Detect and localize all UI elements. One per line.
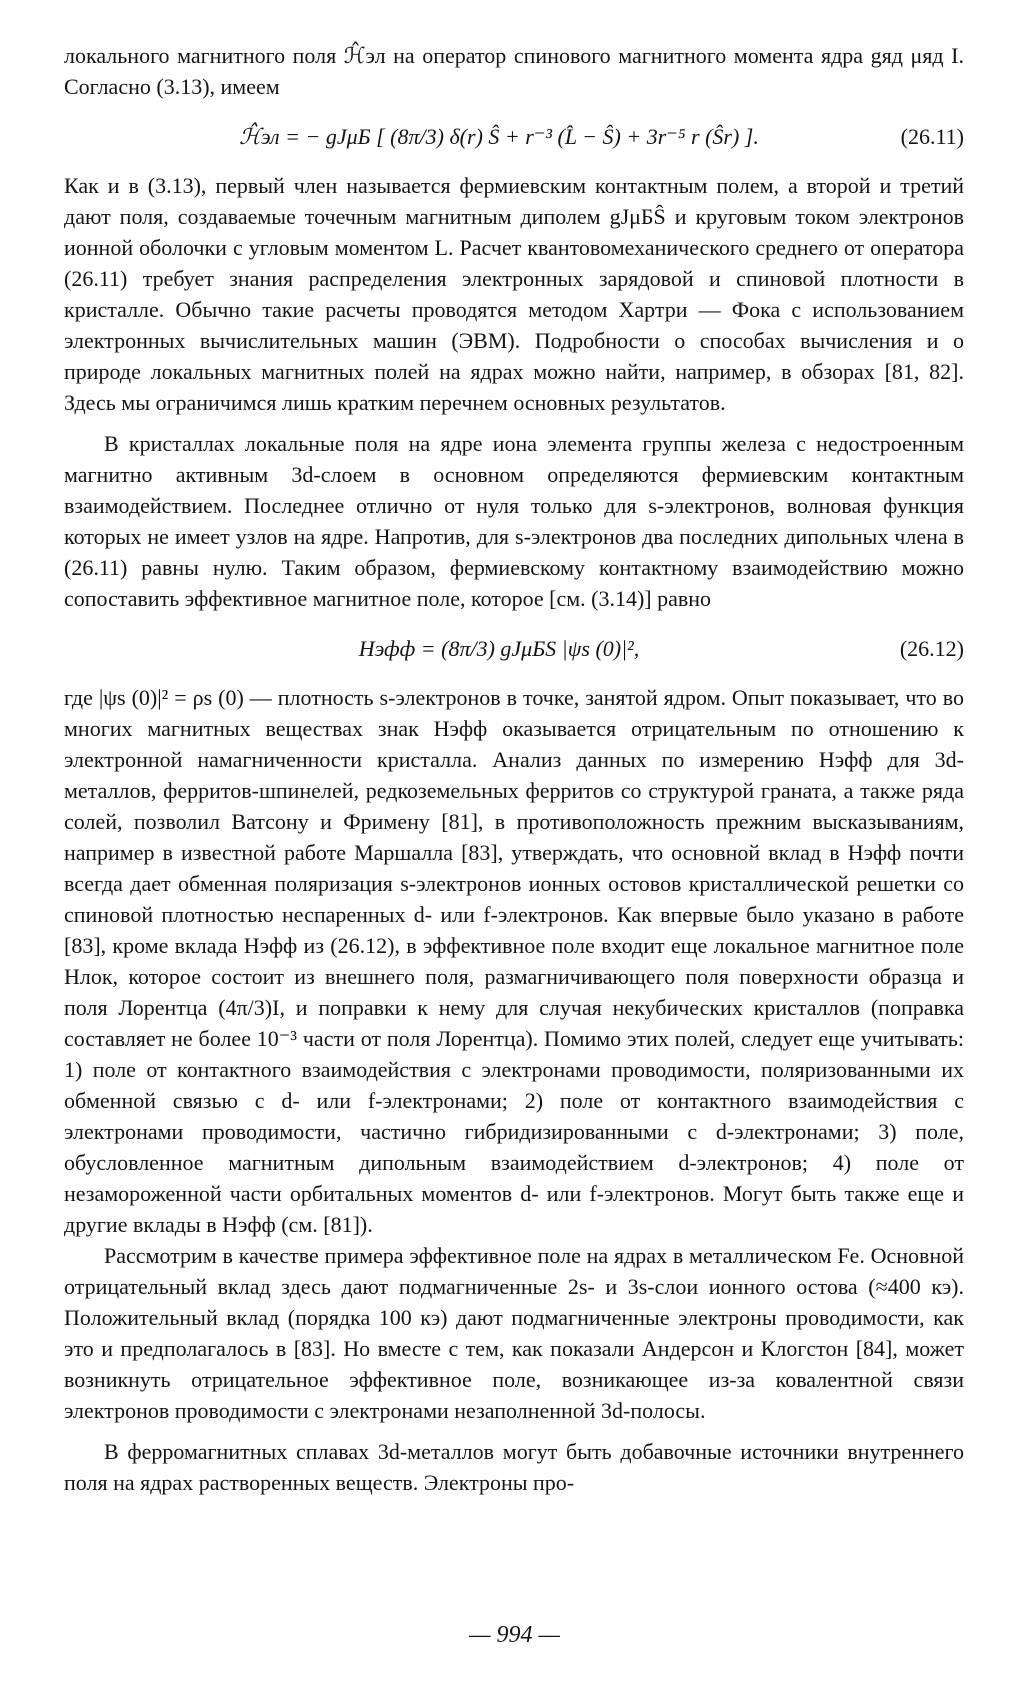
equation-formula: Hэфф = (8π/3) gJμБS |ψs (0)|², — [358, 635, 640, 661]
paragraph-1: локального магнитного поля ℋ̂эл на оператор спинового магнитного момента ядра gяд μяд I. Согласно (3.13), имеем — [64, 43, 964, 99]
equation-26-12 — [64, 622, 964, 674]
paragraph-2: Как и в (3.13), первый член называется фермиевским контактным полем, а второй и третий дают поля, создаваемые точечным магнитным диполем gJμБŜ и круговым током электронов ионной оболочки с угловым моментом L. Расчет квантовомеханического среднего от оператора (26.11) требует знания распределения электронных зарядовой и спиновой плотности в кристалле. Обычно такие расчеты проводятся методом Хартри — Фока с использованием электронных вычислительных машин (ЭВМ). Подробности о способах вычисления и о природе локальных магнитных полей на ядрах можно найти, например, в обзорах [81, 82]. Здесь мы ограничимся лишь кратким перечнем основных результатов. — [64, 173, 964, 415]
paragraph-5: Рассмотрим в качестве примера эффективное поле на ядрах в металлическом Fe. Основной отрицательный вклад здесь дают подмагниченные 2s- и 3s-слои ионного остова (≈400 кэ). Положительный вклад (порядка 100 кэ) дают подмагниченные электроны проводимости, как это и предполагалось в [83]. Но вместе с тем, как показали Андерсон и Клогстон [84], может возникнуть отрицательное эффективное поле, возникающее из-за ковалентной связи электронов проводимости с электронами незаполненной 3d-полосы. — [64, 1243, 964, 1423]
paragraph-4: где |ψs (0)|² = ρs (0) — плотность s-электронов в точке, занятой ядром. Опыт показывает, что во многих магнитных веществах знак Hэфф оказывается отрицательным по отношению к электронной намагниченности кристалла. Анализ данных по измерению Hэфф для 3d-металлов, ферритов-шпинелей, редкоземельных ферритов со структурой граната, а также ряда солей, позволил Ватсону и Фримену [81], в противоположность прежним высказываниям, например в известной работе Маршалла [83], утверждать, что основной вклад в Hэфф почти всегда дает обменная поляризация s-электронов ионных остовов кристаллической решетки со спиновой плотностью неспаренных d- или f-электронов. Как впервые было указано в работе [83], кроме вклада Hэфф из (26.12), в эффективное поле входит еще локальное магнитное поле Hлок, которое состоит из внешнего поля, размагничивающего поля поверхности образца и поля Лорентца (4π/3)I, и поправки к нему для случая некубических кристаллов (поправка составляет не более 10⁻³ части от поля Лорентца). Помимо этих полей, следует еще учитывать: 1) поле от контактного взаимодействия с электронами проводимости, поляризованными их обменной связью с d- или f-электронами; 2) поле от контактного взаимодействия с электронами проводимости, частично гибридизированными с d-электронами; 3) поле, обусловленное магнитным дипольным взаимодействием d-электронов; 4) поле от незамороженной части орбитальных моментов d- или f-электронов. Могут быть также еще и другие вклады в Hэфф (см. [81]). — [64, 685, 964, 1237]
page-body — [64, 40, 964, 1498]
equation-number: (26.11) — [900, 123, 964, 149]
equation-26-11 — [64, 110, 964, 162]
page-number: — 994 — — [469, 1622, 560, 1648]
paragraph-3: В кристаллах локальные поля на ядре иона элемента группы железа с недостроенным магнитно активным 3d-слоем в основном определяются фермиевским контактным взаимодействием. Последнее отлично от нуля только для s-электронов, волновая функция которых не имеет узлов на ядре. Напротив, для s-электронов два последних дипольных члена в (26.11) равны нулю. Таким образом, фермиевскому контактному взаимодействию можно сопоставить эффективное магнитное поле, которое [см. (3.14)] равно — [64, 431, 964, 611]
equation-formula: ℋ̂эл = − gJμБ [ (8π/3) δ(r) Ŝ + r⁻³ (L̂ − Ŝ) + 3r⁻⁵ r (Ŝr) ]. — [239, 123, 759, 149]
paragraph-6: В ферромагнитных сплавах 3d-металлов могут быть добавочные источники внутреннего поля на ядрах растворенных веществ. Электроны про- — [64, 1439, 964, 1495]
equation-number: (26.12) — [899, 635, 964, 661]
